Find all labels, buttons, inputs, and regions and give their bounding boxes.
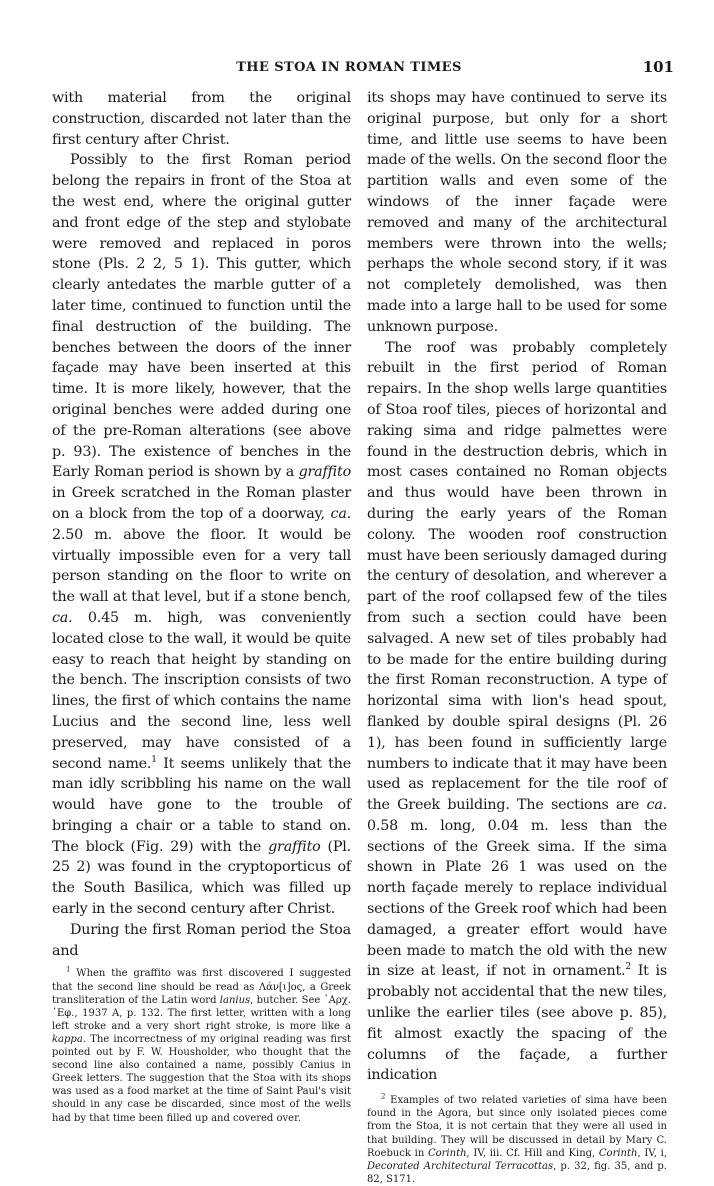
paragraph-continued: with material from the original construction, discarded not later than the first century after Christ. — [52, 90, 351, 148]
italic-term: kappa — [52, 1033, 83, 1045]
paragraph-repairs-benches — [52, 150, 351, 919]
footnote-ref-2: 2 — [625, 962, 631, 973]
footnote-number: 1 — [66, 966, 71, 975]
page-header — [24, 60, 674, 80]
footnote-ref-1: 1 — [151, 754, 157, 765]
running-title: THE STOA IN ROMAN TIMES — [236, 60, 462, 75]
footnote-number: 2 — [381, 1092, 386, 1101]
text-run: 0.58 m. long, 0.04 m. less than the sections of the Greek sima. If the sima shown in Plate 26 1 was used on the north façade merely to replace individual sections of the Greek roof which had been damaged, a greater effort would have been made to match the old with the new in size at least, if not in ornament. — [367, 817, 667, 980]
footnote-2 — [367, 1094, 667, 1186]
text-run: 0.45 m. high, was conveniently located close to the wall, it would be quite easy to reach that height by standing on the bench. The inscription consists of two lines, the first of which contains the name Lucius and the second line, less well preserved, may have consisted of a second name. — [52, 609, 351, 772]
text-run: 2.50 m. above the floor. It would be virtually impossible even for a very tall person standing on the floor to write on the wall at that level, but if a stone bench, — [52, 526, 351, 606]
text-run: , p. 32, fig. 35, and p. 82, S171. — [367, 1160, 667, 1185]
italic-term: ca. — [52, 609, 73, 626]
text-run: The roof was probably completely rebuilt in the first period of Roman repairs. In the shop wells large quantities of Stoa roof tiles, pieces of horizontal and raking sima and ridge palmettes were found in the destruction debris, which in most cases contained no Roman objects and thus would have been thrown in during the early years of the Roman colony. The wooden roof construction must have been seriously damaged during the century of desolation, and wherever a part of the roof collapsed few of the tiles from such a section could have been salvaged. A new set of tiles probably had to be made for the entire building during the first Roman reconstruction. A type of horizontal sima with lion's head spout, flanked by double spiral designs (Pl. 26 1), has been found in sufficiently large numbers to indicate that it may have been used as replacement for the tile roof of the Greek building. The sections are — [367, 339, 667, 814]
text-run: in Greek scratched in the Roman plaster on a block from the top of a doorway, — [52, 485, 351, 522]
italic-term: Corinth — [427, 1147, 467, 1159]
italic-term: graffito — [298, 464, 351, 481]
paragraph-first-roman-period: During the first Roman period the Stoa and — [52, 921, 351, 959]
text-run: , butcher. See ᾽Αρχ. ᾽Εφ., 1937 A, p. 132. The first letter, written with a long left stroke and a very short right stroke, is more like a — [52, 994, 352, 1032]
italic-term: Corinth — [598, 1147, 638, 1159]
paragraph-roof — [367, 338, 667, 1087]
right-column — [367, 88, 667, 1186]
paragraph-shops-wells: its shops may have continued to serve its original purpose, but only for a short time, and little use seems to have been made of the wells. On the second floor the partition walls and even some of the windows of the inner façade were removed and many of the architectural members were thrown into the wells; perhaps the whole second story, if it was not completely demolished, was then made into a large hall to be used for some unknown purpose. — [367, 90, 667, 335]
text-run: When the graffito was first discovered I suggested that the second line should be read as Λάν[ι]ος, a Greek transliteration of the Latin word — [52, 968, 351, 1006]
italic-term: lanius — [219, 994, 251, 1006]
text-run: It seems unlikely that the man idly scribbling his name on the wall would have gone to the trouble of bringing a chair or a table to stand on. The block (Fig. 29) with the — [52, 755, 351, 855]
italic-term: ca. — [330, 505, 351, 522]
italic-term: graffito — [268, 838, 321, 855]
text-run: (Pl. 25 2) was found in the cryptoporticus of the South Basilica, which was filled up early in the second century after Christ. — [52, 838, 352, 918]
text-run: It is probably not accidental that the new tiles, unlike the earlier tiles (see above p. 85), fit almost exactly the spacing of the columns of the façade, a further indication — [367, 963, 667, 1084]
left-column — [52, 88, 351, 1125]
page-number: 101 — [642, 58, 674, 76]
italic-term: ca. — [646, 797, 667, 814]
text-run: , IV, i, — [637, 1147, 668, 1159]
text-run: . The incorrectness of my original reading was first pointed out by F. W. Housholder, who thought that the second line also contained a name, possibly Canius in Greek letters. The suggestion that the Stoa with its shops was used as a food market at the time of Saint Paul's visit should in any case be discarded, since most of the wells had by that time been filled up and covered over. — [52, 1033, 351, 1124]
text-run: Possibly to the first Roman period belong the repairs in front of the Stoa at the west end, where the original gutter and front edge of the step and stylobate were removed and replaced in poros stone (Pls. 2 2, 5 1). This gutter, which clearly antedates the marble gutter of a later time, continued to function until the final destruction of the building. The benches between the doors of the inner façade may have been inserted at this time. It is more likely, however, that the original benches were added during one of the pre-Roman alterations (see above p. 93). The existence of benches in the Early Roman period is shown by a — [52, 152, 351, 481]
footnote-1 — [52, 967, 351, 1124]
italic-term: Decorated Architectural Terracottas — [367, 1160, 554, 1172]
text-run: , IV, iii. Cf. Hill and King, — [466, 1147, 599, 1159]
text-run: Examples of two related varieties of sima have been found in the Agora, but since only isolated pieces come from the Stoa, it is not certain that they were all used in that building. They will be discussed in detail by Mary C. Roebuck in — [367, 1095, 667, 1159]
